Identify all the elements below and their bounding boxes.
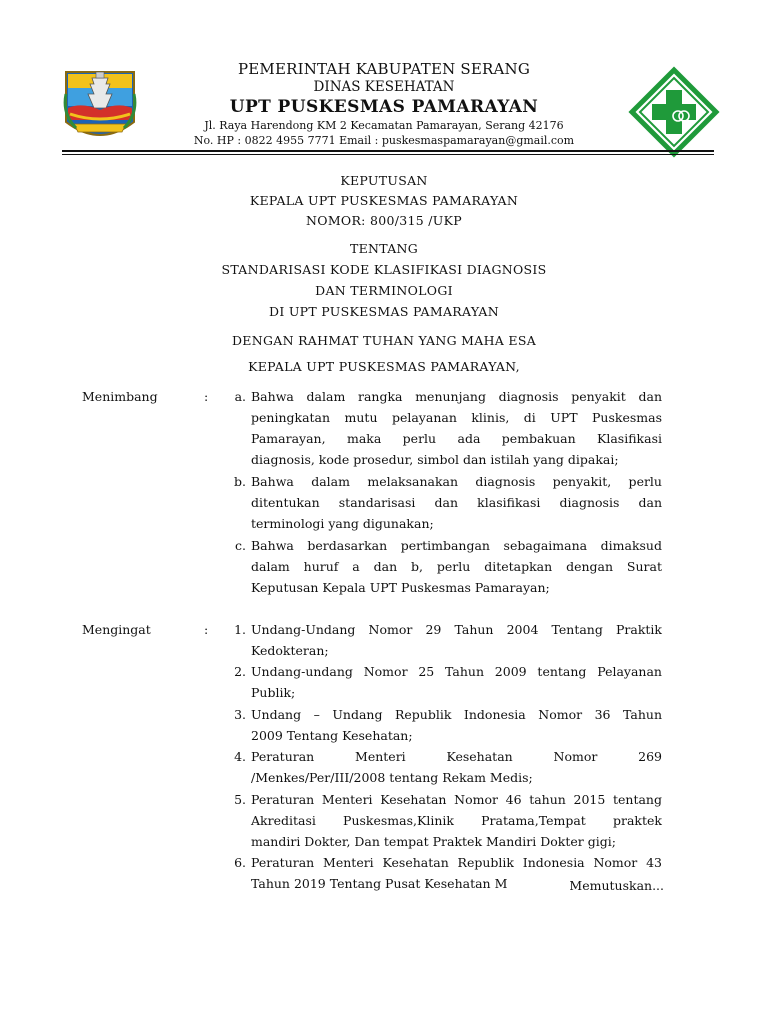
menimbang-b-line-3: terminologi yang digunakan; — [251, 516, 434, 531]
title-nomor: NOMOR: 800/315 /UKP — [306, 213, 462, 228]
menimbang-a-line-4: diagnosis, kode prosedur, simbol dan istilah yang dipakai; — [251, 452, 619, 467]
mengingat-4-line-2: /Menkes/Per/III/2008 tentang Rekam Medis; — [251, 770, 533, 785]
menimbang-mark-a: a. — [234, 389, 246, 404]
mengingat-5-line-2: Akreditasi Puskesmas,Klinik Pratama,Tempat praktek — [251, 813, 662, 828]
mengingat-2-line-1: Undang-undang Nomor 25 Tahun 2009 tentang Pelayanan — [251, 664, 662, 679]
mengingat-1-line-2: Kedokteran; — [251, 643, 329, 658]
mengingat-item-2 — [251, 661, 662, 703]
mengingat-mark-1: 1. — [234, 622, 246, 637]
letterhead-rule-thick — [62, 150, 714, 152]
government-name: PEMERINTAH KABUPATEN SERANG — [237, 60, 531, 78]
mengingat-item-3 — [251, 704, 662, 746]
mengingat-5-line-3: mandiri Dokter, Dan tempat Praktek Mandiri Dokter gigi; — [251, 834, 616, 849]
menimbang-b-line-1: Bahwa dalam melaksanakan diagnosis penyakit, perlu — [251, 474, 662, 489]
mengingat-item-5 — [251, 789, 662, 852]
letterhead-rule-thin — [62, 154, 714, 155]
menimbang-a-line-3: Pamarayan, maka perlu ada pembakuan Klasifikasi — [251, 431, 662, 446]
menimbang-item-b — [251, 471, 662, 534]
menimbang-mark-b: b. — [234, 474, 246, 489]
mengingat-5-line-1: Peraturan Menteri Kesehatan Nomor 46 tahun 2015 tentang — [251, 792, 662, 807]
mengingat-mark-5: 5. — [234, 792, 246, 807]
title-kepala: KEPALA UPT PUSKESMAS PAMARAYAN — [249, 193, 519, 208]
menimbang-c-line-2: dalam huruf a dan b, perlu ditetapkan dengan Surat — [251, 559, 662, 574]
mengingat-label: Mengingat — [82, 622, 151, 637]
mengingat-4-line-1: Peraturan Menteri Kesehatan Nomor 269 — [251, 749, 662, 764]
mengingat-mark-4: 4. — [234, 749, 246, 764]
title-subject-2: DAN TERMINOLOGI — [315, 283, 453, 298]
menimbang-a-line-2: peningkatan mutu pelayanan klinis, di UPT Puskesmas — [251, 410, 662, 425]
menimbang-a-line-1: Bahwa dalam rangka menunjang diagnosis penyakit dan — [251, 389, 662, 404]
menimbang-c-line-3: Keputusan Kepala UPT Puskesmas Pamarayan; — [251, 580, 550, 595]
mengingat-3-line-2: 2009 Tentang Kesehatan; — [251, 728, 413, 743]
mengingat-2-line-2: Publik; — [251, 685, 296, 700]
mengingat-6-line-2: Tahun 2019 Tentang Pusat Kesehatan M — [251, 876, 508, 891]
mengingat-3-line-1: Undang – Undang Republik Indonesia Nomor 36 Tahun — [251, 707, 662, 722]
title-tentang: TENTANG — [349, 241, 419, 256]
mengingat-colon: : — [204, 622, 209, 637]
menimbang-label: Menimbang — [82, 389, 158, 404]
mengingat-mark-3: 3. — [234, 707, 246, 722]
title-subject-1: STANDARISASI KODE KLASIFIKASI DIAGNOSIS — [221, 262, 547, 277]
agency-name: DINAS KESEHATAN — [313, 79, 455, 95]
letterhead — [150, 60, 618, 148]
address: Jl. Raya Harendong KM 2 Kecamatan Pamarayan, Serang 42176 — [204, 119, 564, 132]
menimbang-item-c — [251, 535, 662, 598]
mengingat-mark-2: 2. — [234, 664, 246, 679]
regency-crest-logo — [62, 64, 138, 146]
menimbang-b-line-2: ditentukan standarisasi dan klasifikasi diagnosis dan — [251, 495, 662, 510]
mengingat-1-line-1: Undang-Undang Nomor 29 Tahun 2004 Tentang Praktik — [251, 622, 662, 637]
contact-info: No. HP : 0822 4955 7771 Email : puskesmaspamarayan@gmail.com — [193, 134, 575, 147]
title-rahmat: DENGAN RAHMAT TUHAN YANG MAHA ESA — [231, 333, 537, 348]
mengingat-6-line-1: Peraturan Menteri Kesehatan Republik Indonesia Nomor 43 — [251, 855, 662, 870]
mengingat-mark-6: 6. — [234, 855, 246, 870]
puskesmas-logo — [628, 66, 720, 158]
mengingat-item-1 — [251, 619, 662, 661]
institution-name: UPT PUSKESMAS PAMARAYAN — [229, 97, 539, 117]
menimbang-c-line-1: Bahwa berdasarkan pertimbangan sebagaimana dimaksud — [251, 538, 662, 553]
title-keputusan: KEPUTUSAN — [340, 173, 428, 188]
menimbang-colon: : — [204, 389, 209, 404]
title-signatory: KEPALA UPT PUSKESMAS PAMARAYAN, — [248, 359, 520, 374]
mengingat-item-4 — [251, 746, 662, 788]
menimbang-item-a — [251, 386, 662, 470]
menimbang-mark-c: c. — [235, 538, 246, 553]
title-subject-3: DI UPT PUSKESMAS PAMARAYAN — [269, 304, 499, 319]
continuation-note: Memutuskan... — [569, 878, 664, 893]
